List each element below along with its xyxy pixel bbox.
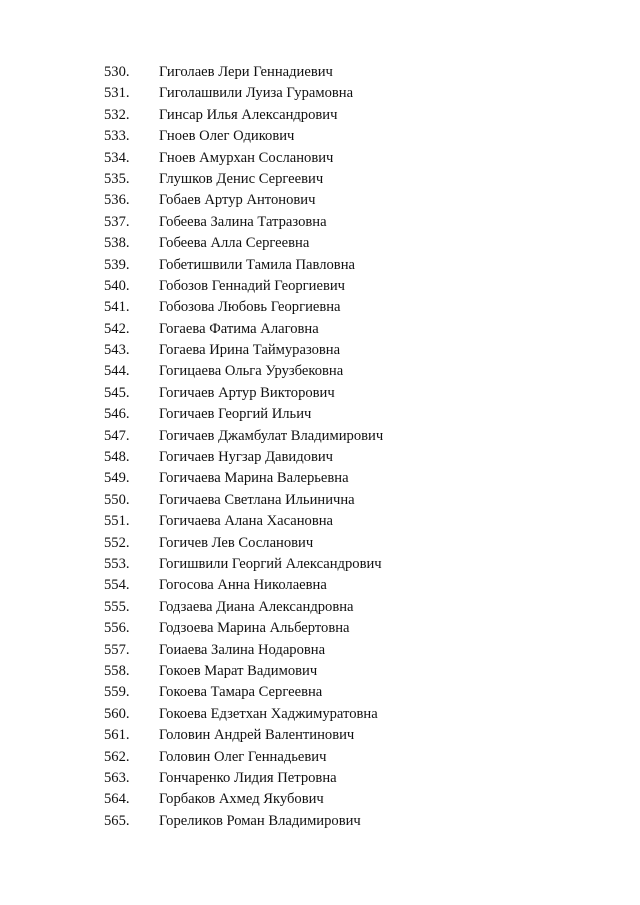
item-number: 530. [104, 64, 130, 80]
item-number: 542. [104, 320, 130, 337]
list-item [0, 276, 640, 297]
item-number: 554. [104, 577, 130, 594]
item-number: 549. [104, 470, 130, 487]
item-name: Гогичаев Артур Викторович [159, 384, 335, 401]
item-name: Гогичаев Нугзар Давидович [159, 449, 333, 466]
list-item [0, 554, 640, 575]
list-item [0, 212, 640, 233]
name-list [0, 62, 640, 832]
list-item [0, 190, 640, 211]
item-number: 537. [104, 213, 130, 230]
list-item [0, 789, 640, 810]
item-number: 553. [104, 555, 130, 572]
item-number: 535. [104, 170, 130, 187]
item-name: Гобозов Геннадий Георгиевич [159, 277, 345, 294]
item-number: 561. [104, 727, 130, 744]
item-number: 562. [104, 748, 130, 765]
item-number: 557. [104, 641, 130, 658]
item-name: Головин Олег Геннадьевич [159, 748, 327, 765]
item-name: Гончаренко Лидия Петровна [159, 769, 337, 786]
item-name: Гобозова Любовь Георгиевна [159, 299, 341, 316]
item-number: 552. [104, 534, 130, 551]
item-name: Гокоева Тамара Сергеевна [159, 684, 323, 701]
item-name: Гогичаева Алана Хасановна [159, 513, 334, 530]
item-name: Гогаева Фатима Алаговна [159, 320, 319, 337]
item-name: Гореликов Роман Владимирович [159, 812, 361, 829]
item-name: Гоиаева Залина Нодаровна [159, 641, 326, 658]
item-name: Гинсар Илья Александрович [159, 106, 338, 123]
list-item [0, 725, 640, 746]
item-name: Годзоева Марина Альбертовна [159, 620, 350, 637]
list-item [0, 404, 640, 425]
item-name: Гогосова Анна Николаевна [159, 577, 327, 594]
item-name: Гогичев Лев Сосланович [159, 534, 314, 551]
list-item [0, 618, 640, 639]
list-item [0, 361, 640, 382]
item-number: 534. [104, 149, 130, 166]
list-item [0, 297, 640, 318]
item-name: Гогаева Ирина Таймуразовна [159, 342, 341, 359]
item-number: 555. [104, 598, 130, 615]
item-number: 558. [104, 662, 130, 679]
item-number: 532. [104, 106, 130, 123]
item-name: Гобеева Алла Сергеевна [159, 235, 310, 252]
item-name: Гогичаев Георгий Ильич [159, 406, 312, 423]
item-number: 564. [104, 791, 130, 808]
item-name: Гиголашвили Луиза Гурамовна [159, 85, 354, 102]
item-name: Глушков Денис Сергеевич [159, 170, 324, 187]
list-item [0, 575, 640, 596]
item-number: 531. [104, 85, 130, 102]
item-name: Гогишвили Георгий Александрович [159, 555, 382, 572]
list-item [0, 426, 640, 447]
list-item [0, 340, 640, 361]
list-item [0, 169, 640, 190]
item-number: 556. [104, 620, 130, 637]
list-item [0, 747, 640, 768]
list-item [0, 447, 640, 468]
item-number: 550. [104, 491, 130, 508]
item-name: Гокоева Едзетхан Хаджимуратовна [159, 705, 378, 722]
item-name: Гогичаева Светлана Ильинична [159, 491, 355, 508]
item-name: Гобеева Залина Татразовна [159, 213, 327, 230]
item-number: 560. [104, 705, 130, 722]
list-item [0, 533, 640, 554]
list-item [0, 597, 640, 618]
item-name: Гноев Амурхан Сосланович [159, 149, 334, 166]
item-number: 548. [104, 449, 130, 466]
list-item [0, 319, 640, 340]
list-item [0, 640, 640, 661]
list-item [0, 468, 640, 489]
list-item [0, 105, 640, 126]
list-item [0, 768, 640, 789]
list-item [0, 490, 640, 511]
list-item [0, 255, 640, 276]
list-item [0, 233, 640, 254]
item-number: 541. [104, 299, 130, 316]
item-number: 544. [104, 363, 130, 380]
list-item [0, 704, 640, 725]
list-item [0, 83, 640, 104]
item-name: Гноев Олег Одикович [159, 128, 295, 145]
list-item [0, 811, 640, 832]
item-number: 559. [104, 684, 130, 701]
item-number: 563. [104, 769, 130, 786]
item-number: 545. [104, 384, 130, 401]
item-name: Гокоев Марат Вадимович [159, 662, 318, 679]
item-name: Гогичаев Джамбулат Владимирович [159, 427, 384, 444]
item-name: Гиголаев Лери Геннадиевич [159, 64, 333, 80]
item-number: 539. [104, 256, 130, 273]
item-name: Гогичаева Марина Валерьевна [159, 470, 349, 487]
item-number: 533. [104, 128, 130, 145]
item-number: 546. [104, 406, 130, 423]
list-item [0, 682, 640, 703]
list-item [0, 661, 640, 682]
item-number: 536. [104, 192, 130, 209]
item-name: Гобаев Артур Антонович [159, 192, 316, 209]
item-name: Гогицаева Ольга Урузбековна [159, 363, 344, 380]
item-number: 543. [104, 342, 130, 359]
list-item [0, 383, 640, 404]
list-item [0, 62, 640, 83]
item-number: 540. [104, 277, 130, 294]
list-item [0, 148, 640, 169]
item-name: Головин Андрей Валентинович [159, 727, 355, 744]
item-name: Годзаева Диана Александровна [159, 598, 354, 615]
item-name: Горбаков Ахмед Якубович [159, 791, 324, 808]
list-item [0, 511, 640, 532]
item-name: Гобетишвили Тамила Павловна [159, 256, 355, 273]
list-item [0, 126, 640, 147]
item-number: 551. [104, 513, 130, 530]
item-number: 565. [104, 812, 130, 829]
item-number: 547. [104, 427, 130, 444]
item-number: 538. [104, 235, 130, 252]
